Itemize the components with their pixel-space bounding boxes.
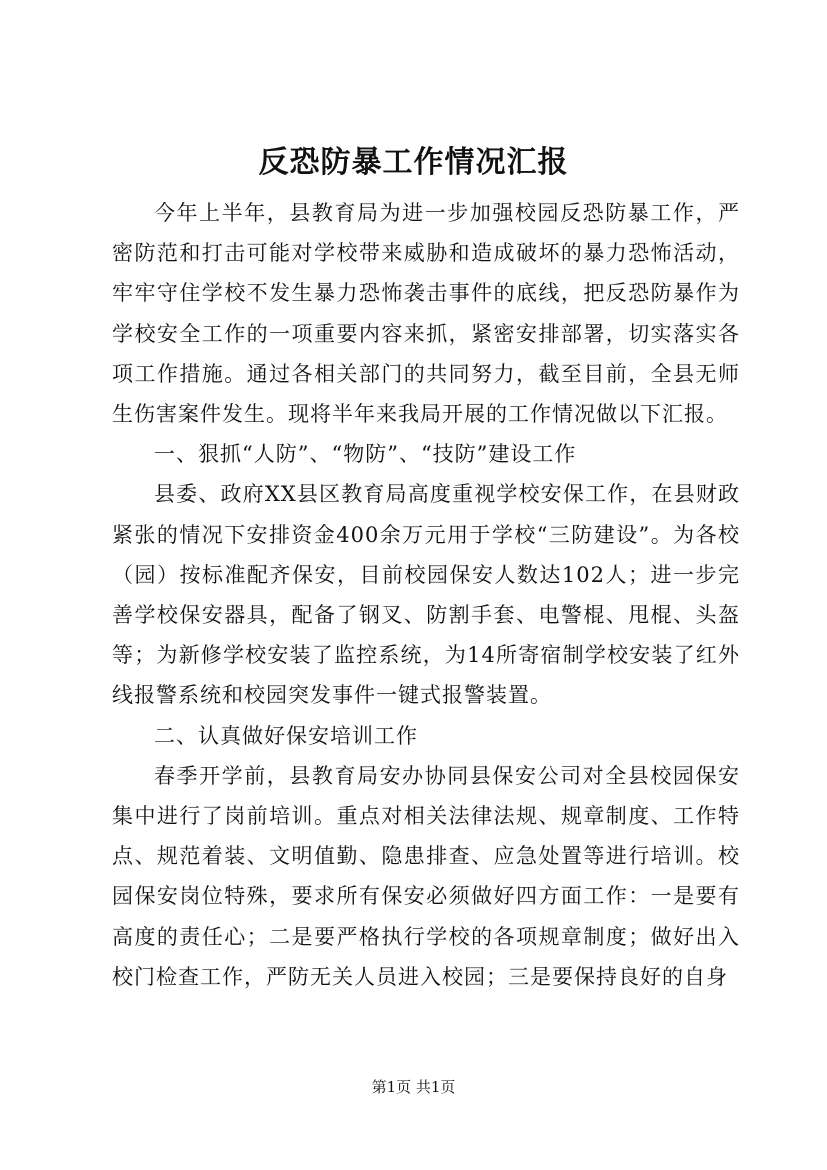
document-title: 反恐防暴工作情况汇报 <box>258 145 569 180</box>
paragraph-intro: 今年上半年，县教育局为进一步加强校园反恐防暴工作，严密防范和打击可能对学校带来威胁和造成破坏的暴力恐怖活动，牢牢守住学校不发生暴力恐怖袭击事件的底线，把反恐防暴作为学校安全工作的一项重要内容来抓，紧密安排部署，切实落实各项工作措施。通过各相关部门的共同努力，截至目前，全县无师生伤害案件发生。现将半年来我局开展的工作情况做以下汇报。 <box>112 201 740 427</box>
paragraph-section-2: 春季开学前，县教育局安办协同县保安公司对全县校园保安集中进行了岗前培训。重点对相关法律法规、规章制度、工作特点、规范着装、文明值勤、隐患排查、应急处置等进行培训。校园保安岗位特殊，要求所有保安必须做好四方面工作：一是要有高度的责任心；二是要严格执行学校的各项规章制度；做好出入校门检查工作，严防无关人员进入校园；三是要保持良好的自身 <box>112 763 740 989</box>
document-body <box>112 193 740 997</box>
paragraph-section-1: 县委、政府XX县区教育局高度重视学校安保工作，在县财政紧张的情况下安排资金400余万元用于学校“三防建设”。为各校（园）按标准配齐保安，目前校园保安人数达102人；进一步完善学校保安器具，配备了钢叉、防割手套、电警棍、甩棍、头盔等；为新修学校安装了监控系统，为14所寄宿制学校安装了红外线报警系统和校园突发事件一键式报警装置。 <box>112 482 740 708</box>
section-heading-2: 二、认真做好保安培训工作 <box>154 723 418 748</box>
page-footer: 第1页 共1页 <box>371 1078 456 1096</box>
section-heading-1: 一、狠抓“人防”、“物防”、“技防”建设工作 <box>154 442 577 467</box>
